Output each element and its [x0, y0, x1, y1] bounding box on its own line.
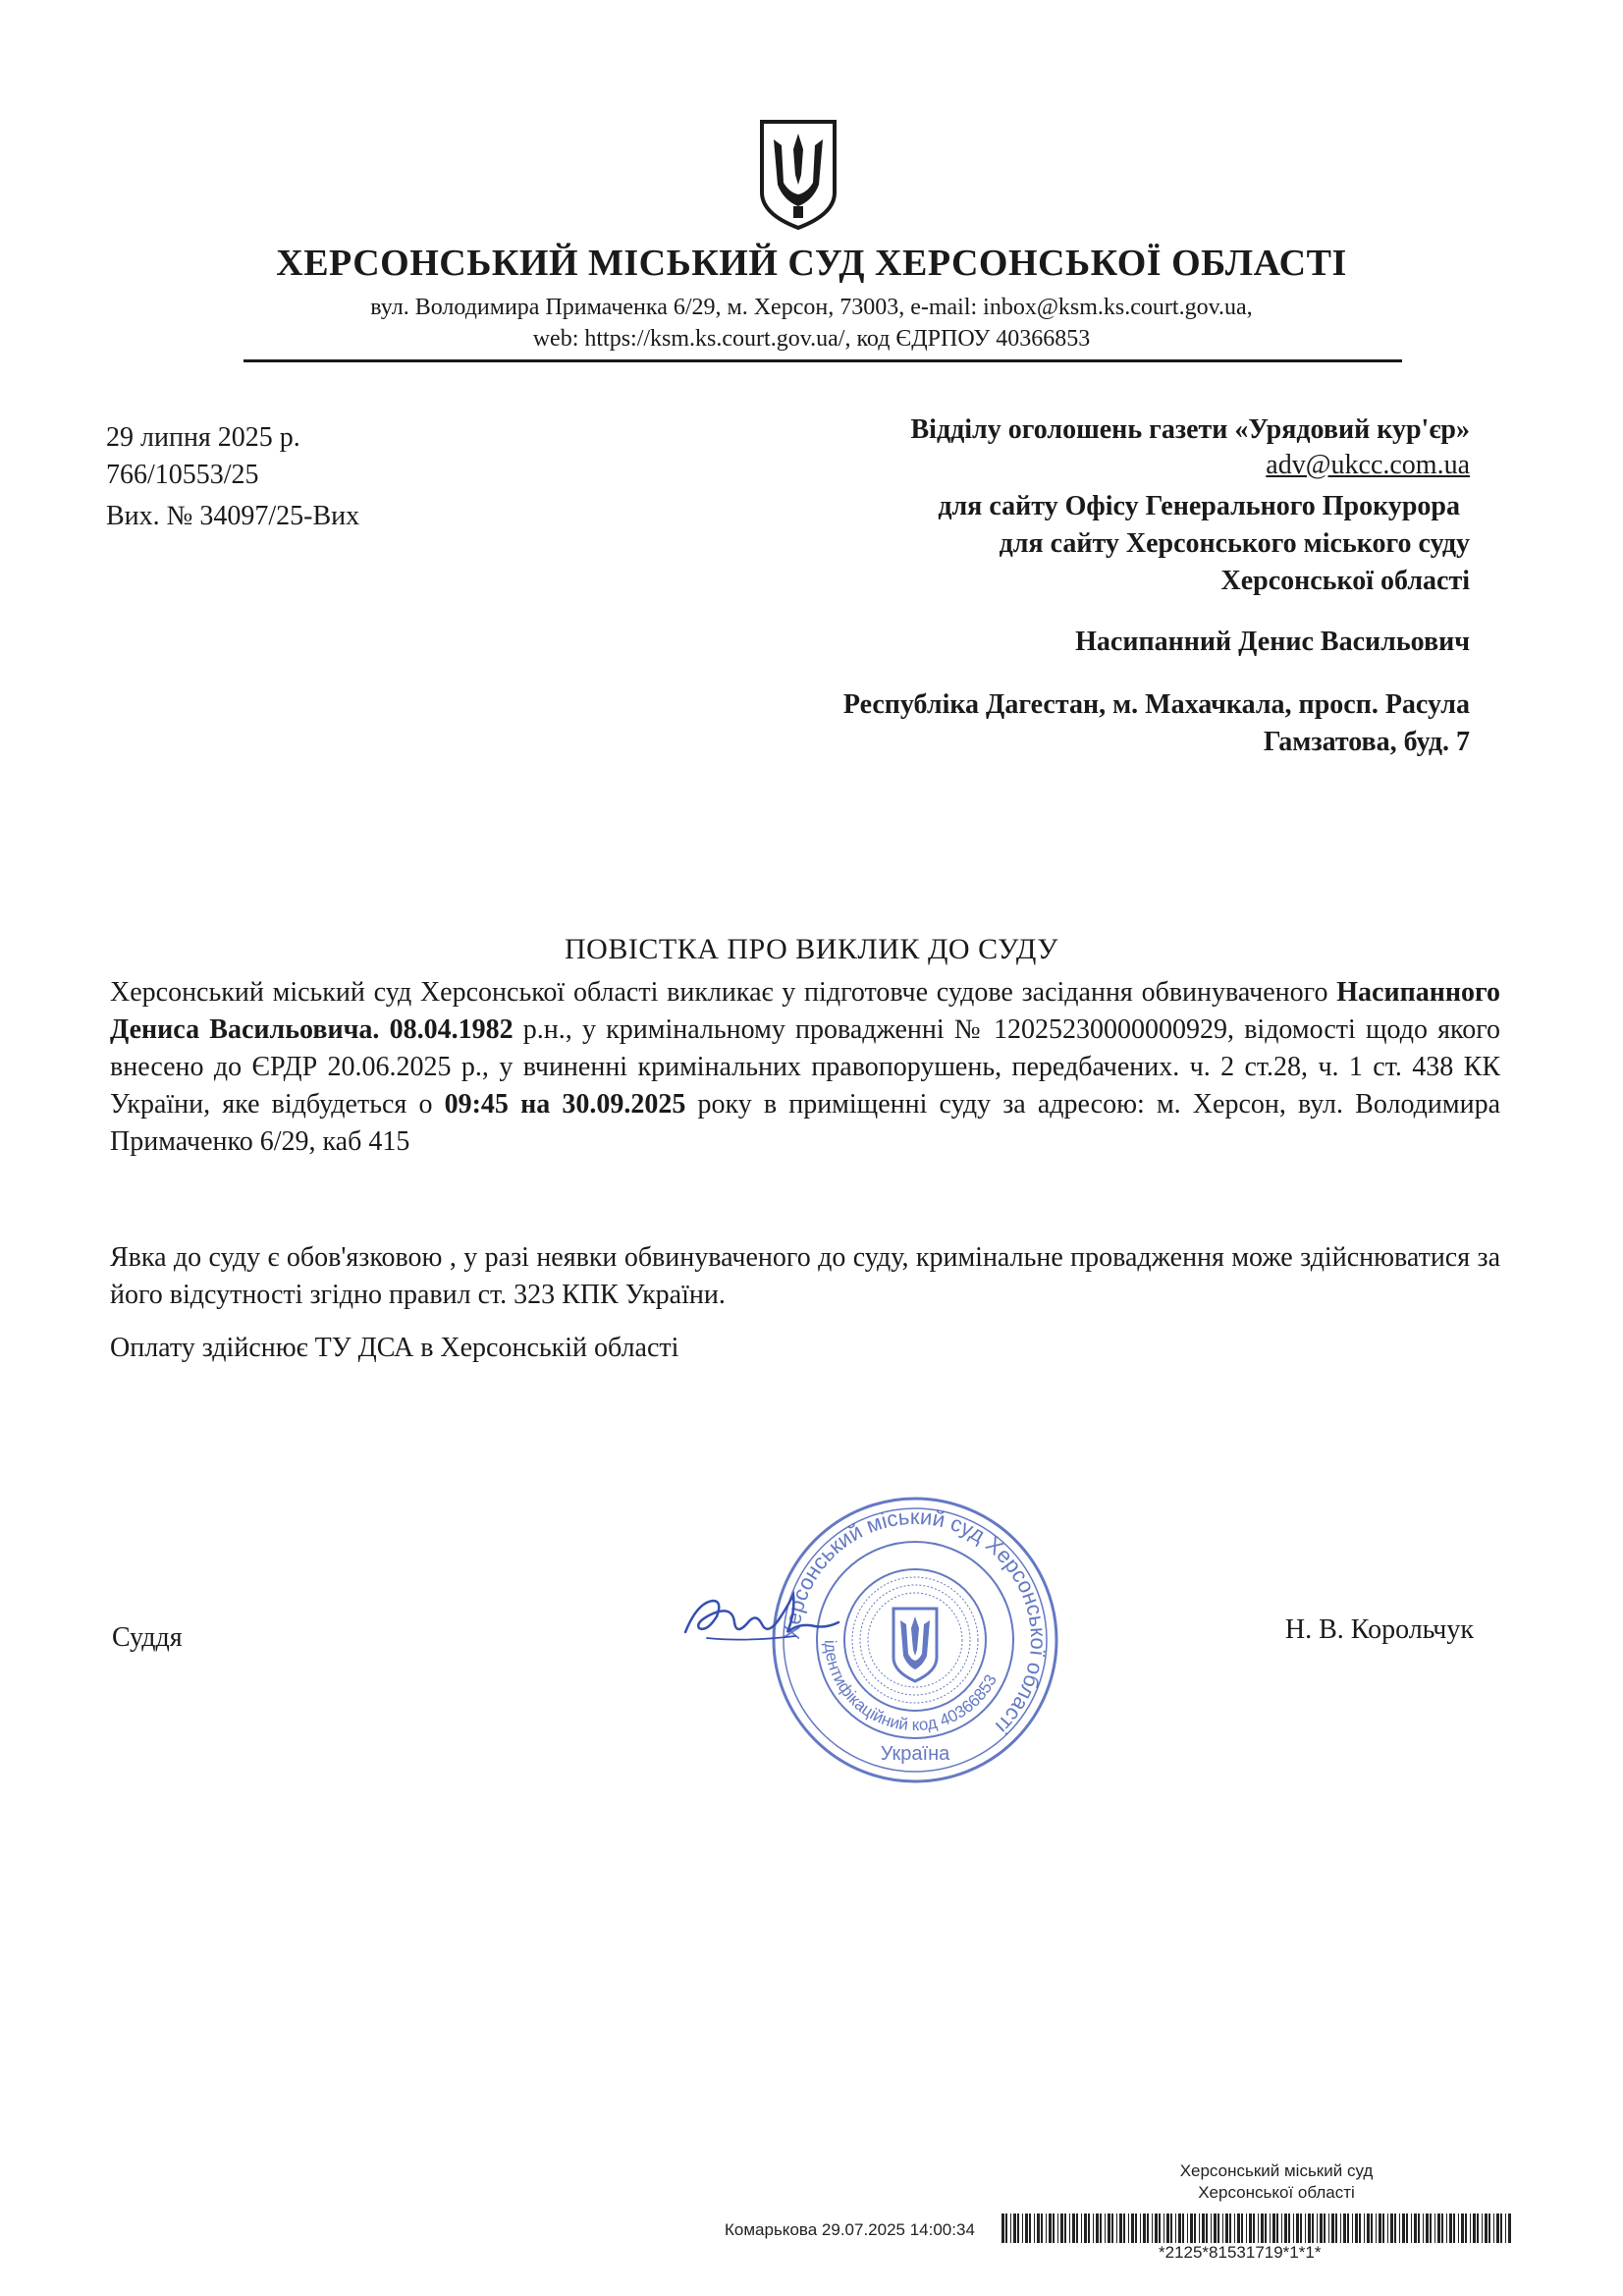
payment-paragraph: Оплату здійснює ТУ ДСА в Херсонській області	[110, 1333, 679, 1363]
recipient-court-region: Херсонської області	[1220, 566, 1470, 596]
barcode-bar	[1258, 2214, 1259, 2243]
barcode-bar	[1371, 2214, 1373, 2243]
barcode-bar	[1293, 2214, 1294, 2243]
barcode-bar	[1211, 2214, 1212, 2243]
summons-text-c: року в приміщенні суду за адресою: м. Херсон, вул. Володимира Примаченко 6/29, каб 415	[110, 1089, 1500, 1157]
barcode-bar	[1367, 2214, 1370, 2243]
barcode-bar	[1135, 2214, 1137, 2243]
barcode-bar	[1359, 2214, 1361, 2243]
recipient-prosecutor-site: для сайту Офісу Генерального Прокурора	[938, 491, 1460, 521]
barcode-bar	[1281, 2214, 1282, 2243]
barcode-number: *2125*81531719*1*1*	[1159, 2243, 1322, 2262]
barcode-bar	[1222, 2214, 1223, 2243]
barcode-bar	[1379, 2214, 1381, 2243]
barcode-bar	[1488, 2214, 1490, 2243]
document-title: ПОВІСТКА ПРО ВИКЛИК ДО СУДУ	[565, 933, 1058, 965]
header-divider	[243, 359, 1402, 362]
summons-text-b: р.н., у кримінальному провадженні № 12025230000000929, відомості щодо якого внесено до ЄРДР 20.06.2025 р., у вчиненні кримінальних правопорушень, передбачених. ч. 2 ст.28, ч. 1 ст. 438 КК України, яке відбудеться о	[110, 1014, 1501, 1120]
barcode-bar	[1406, 2214, 1408, 2243]
barcode-bar	[1249, 2214, 1252, 2243]
barcode-bar	[1465, 2214, 1467, 2243]
barcode-bar	[1505, 2214, 1506, 2243]
barcode-bar	[1049, 2214, 1052, 2243]
seal-ring-text: Херсонський міський суд Херсонської області	[779, 1503, 1052, 1739]
barcode-bar	[1214, 2214, 1217, 2243]
barcode-bar	[1261, 2214, 1264, 2243]
defendant-name: Насипанного Дениса Васильовича. 08.04.1982	[110, 977, 1500, 1045]
barcode-bar	[1116, 2214, 1117, 2243]
barcode-bar	[1194, 2214, 1196, 2243]
barcode	[1001, 2214, 1512, 2243]
outgoing-number: Вих. № 34097/25-Вих	[106, 501, 360, 531]
barcode-bar	[1005, 2214, 1007, 2243]
barcode-bar	[1237, 2214, 1240, 2243]
barcode-bar	[1430, 2214, 1432, 2243]
barcode-bar	[1234, 2214, 1235, 2243]
barcode-bar	[1390, 2214, 1393, 2243]
barcode-bar	[1178, 2214, 1181, 2243]
barcode-bar	[1147, 2214, 1149, 2243]
summons-text-a: Херсонський міський суд Херсонської області викликає у підготовче судове засідання обвинуваченого	[110, 977, 1337, 1008]
barcode-bar	[1458, 2214, 1459, 2243]
summons-paragraph	[110, 974, 1500, 1161]
barcode-bar	[1496, 2214, 1499, 2243]
barcode-bar	[1426, 2214, 1429, 2243]
footer-registrar: Комарькова 29.07.2025 14:00:34	[725, 2220, 975, 2239]
barcode-bar	[1270, 2214, 1271, 2243]
barcode-bar	[1320, 2214, 1323, 2243]
barcode-bar	[1328, 2214, 1329, 2243]
barcode-bar	[1084, 2214, 1087, 2243]
barcode-bar	[1508, 2214, 1511, 2243]
barcode-bar	[1166, 2214, 1169, 2243]
barcode-bar	[1225, 2214, 1228, 2243]
barcode-bar	[1387, 2214, 1388, 2243]
barcode-bar	[1437, 2214, 1440, 2243]
barcode-bar	[1034, 2214, 1035, 2243]
barcode-bar	[1246, 2214, 1247, 2243]
barcode-bar	[1352, 2214, 1353, 2243]
barcode-bar	[1241, 2214, 1243, 2243]
barcode-bar	[1029, 2214, 1031, 2243]
barcode-bar	[1347, 2214, 1349, 2243]
barcode-bar	[1108, 2214, 1110, 2243]
barcode-bar	[1217, 2214, 1219, 2243]
barcode-bar	[1493, 2214, 1494, 2243]
recipient-email: adv@ukcc.com.ua	[1266, 450, 1470, 480]
barcode-bar	[1305, 2214, 1306, 2243]
barcode-bar	[1060, 2214, 1063, 2243]
barcode-bar	[1449, 2214, 1452, 2243]
barcode-bar	[1355, 2214, 1358, 2243]
barcode-bar	[1461, 2214, 1464, 2243]
barcode-bar	[1414, 2214, 1417, 2243]
barcode-bar	[1364, 2214, 1365, 2243]
barcode-bar	[1394, 2214, 1396, 2243]
barcode-bar	[1382, 2214, 1384, 2243]
barcode-bar	[1312, 2214, 1314, 2243]
barcode-bar	[1013, 2214, 1016, 2243]
barcode-bar	[1284, 2214, 1287, 2243]
barcode-bar	[1111, 2214, 1113, 2243]
footer-court	[1129, 2160, 1424, 2204]
barcode-bar	[1093, 2214, 1094, 2243]
barcode-bar	[1190, 2214, 1193, 2243]
barcode-bar	[1446, 2214, 1447, 2243]
seal-bottom-text: Україна	[880, 1743, 950, 1765]
barcode-bar	[1477, 2214, 1479, 2243]
barcode-bar	[1308, 2214, 1311, 2243]
barcode-bar	[1187, 2214, 1188, 2243]
barcode-bar	[1229, 2214, 1231, 2243]
barcode-bar	[1088, 2214, 1090, 2243]
court-web-line: web: https://ksm.ks.court.gov.ua/, код ЄДРПОУ 40366853	[532, 326, 1091, 352]
barcode-bar	[1343, 2214, 1346, 2243]
footer-court-line2: Херсонської області	[1198, 2183, 1355, 2202]
judge-name: Н. В. Корольчук	[1284, 1614, 1474, 1645]
court-address-line: вул. Володимира Примаченка 6/29, м. Херсон, 73003, e-mail: inbox@ksm.ks.court.gov.ua,	[370, 295, 1253, 320]
barcode-bar	[1140, 2214, 1141, 2243]
barcode-bar	[1170, 2214, 1172, 2243]
recipient-person: Насипанний Денис Васильович	[1075, 627, 1470, 657]
barcode-bar	[1182, 2214, 1184, 2243]
barcode-bar	[1199, 2214, 1200, 2243]
barcode-bar	[1163, 2214, 1164, 2243]
trident-emblem-icon	[756, 116, 840, 232]
barcode-bar	[1022, 2214, 1023, 2243]
barcode-bar	[1131, 2214, 1134, 2243]
barcode-bar	[1411, 2214, 1412, 2243]
barcode-bar	[1096, 2214, 1099, 2243]
barcode-bar	[1300, 2214, 1302, 2243]
barcode-bar	[1025, 2214, 1028, 2243]
barcode-bar	[1265, 2214, 1267, 2243]
barcode-bar	[1402, 2214, 1405, 2243]
barcode-bar	[1335, 2214, 1337, 2243]
barcode-bar	[1081, 2214, 1082, 2243]
barcode-bar	[1010, 2214, 1011, 2243]
court-name: ХЕРСОНСЬКИЙ МІСЬКИЙ СУД ХЕРСОНСЬКОЇ ОБЛАСТІ	[276, 243, 1347, 284]
barcode-bar	[1069, 2214, 1070, 2243]
barcode-bar	[1037, 2214, 1040, 2243]
hearing-time: 09:45 на 30.09.2025	[444, 1089, 686, 1120]
barcode-bar	[1072, 2214, 1075, 2243]
barcode-bar	[1296, 2214, 1299, 2243]
barcode-bar	[1100, 2214, 1102, 2243]
barcode-bar	[1288, 2214, 1290, 2243]
barcode-bar	[1128, 2214, 1129, 2243]
barcode-bar	[1253, 2214, 1255, 2243]
barcode-bar	[1376, 2214, 1377, 2243]
document-date: 29 липня 2025 р.	[106, 422, 300, 453]
barcode-bar	[1119, 2214, 1122, 2243]
barcode-bar	[1123, 2214, 1125, 2243]
attendance-paragraph: Явка до суду є обов'язковою , у разі неявки обвинуваченого до суду, кримінальне провадження може здійснюватися за його відсутності згідно правил ст. 323 КПК України.	[110, 1242, 1500, 1310]
barcode-bar	[1434, 2214, 1435, 2243]
barcode-bar	[1276, 2214, 1278, 2243]
barcode-bar	[1159, 2214, 1161, 2243]
judge-role: Суддя	[112, 1622, 183, 1653]
barcode-bar	[1331, 2214, 1334, 2243]
barcode-bar	[1105, 2214, 1106, 2243]
seal-trident-icon	[893, 1609, 937, 1681]
recipient-address-line2: Гамзатова, буд. 7	[1263, 727, 1470, 757]
barcode-bar	[1046, 2214, 1047, 2243]
barcode-bar	[1155, 2214, 1158, 2243]
seal-inner-text: ідентифікаційний код 40366853	[820, 1639, 1001, 1735]
barcode-bar	[1076, 2214, 1078, 2243]
barcode-bar	[1017, 2214, 1019, 2243]
barcode-bar	[1152, 2214, 1153, 2243]
recipient-newspaper: Відділу оголошень газети «Урядовий кур'єр»	[910, 414, 1470, 445]
barcode-bar	[1202, 2214, 1205, 2243]
barcode-bar	[1470, 2214, 1471, 2243]
barcode-bar	[1324, 2214, 1325, 2243]
barcode-bar	[1057, 2214, 1058, 2243]
footer-court-line1: Херсонський міський суд	[1179, 2161, 1374, 2180]
barcode-bar	[1473, 2214, 1476, 2243]
barcode-bar	[1340, 2214, 1341, 2243]
barcode-bar	[1423, 2214, 1424, 2243]
barcode-bar	[1272, 2214, 1275, 2243]
barcode-bar	[1317, 2214, 1318, 2243]
barcode-bar	[1485, 2214, 1488, 2243]
barcode-bar	[1041, 2214, 1043, 2243]
barcode-bar	[1206, 2214, 1208, 2243]
judge-signature	[677, 1583, 844, 1652]
barcode-bar	[1143, 2214, 1146, 2243]
recipient-address-line1: Республіка Дагестан, м. Махачкала, просп. Расула	[842, 689, 1470, 720]
barcode-bar	[1399, 2214, 1400, 2243]
barcode-bar	[1053, 2214, 1055, 2243]
barcode-bar	[1500, 2214, 1502, 2243]
barcode-bar	[1453, 2214, 1455, 2243]
barcode-bar	[1064, 2214, 1066, 2243]
recipient-court-site: для сайту Херсонського міського суду	[999, 528, 1470, 559]
barcode-bar	[1418, 2214, 1420, 2243]
barcode-bar	[1175, 2214, 1176, 2243]
case-number: 766/10553/25	[106, 460, 259, 490]
barcode-bar	[1001, 2214, 1004, 2243]
barcode-bar	[1482, 2214, 1483, 2243]
barcode-bar	[1441, 2214, 1443, 2243]
